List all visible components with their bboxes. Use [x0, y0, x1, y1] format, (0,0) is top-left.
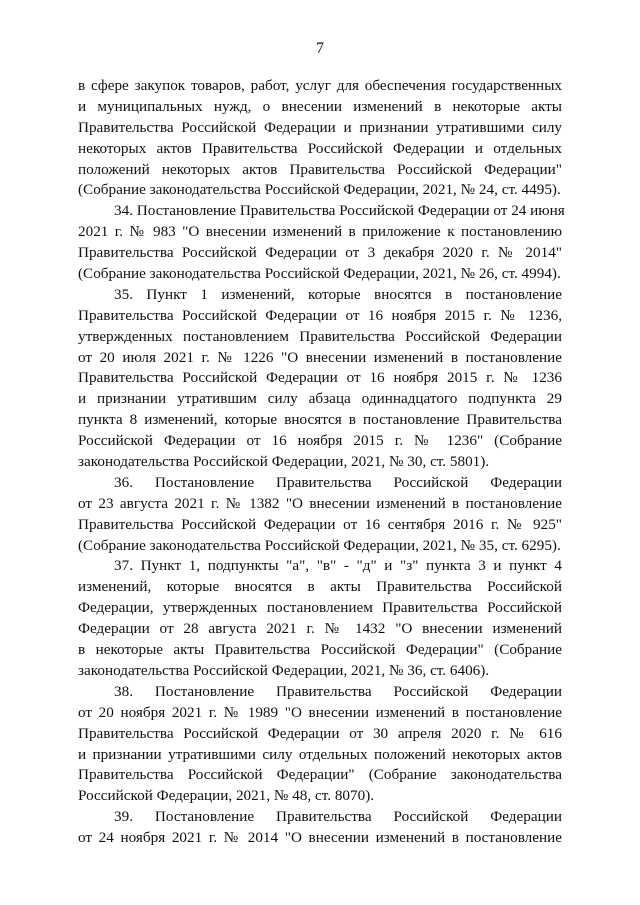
text-line: 37. Пункт 1, подпункты "а", "в" - "д" и "з" пункта 3 и пункт 4: [114, 557, 562, 575]
text-line: Правительства Российской Федерации от 16 ноября 2015 г. № 1236: [78, 369, 562, 387]
paragraph-p39: [78, 807, 562, 849]
text-line: Российской Федерации, 2021, № 48, ст. 8070).: [78, 787, 375, 805]
text-line: в сфере закупок товаров, работ, услуг для обеспечения государственных: [78, 77, 562, 94]
text-line: от 24 ноября 2021 г. № 2014 "О внесении изменений в постановление: [78, 829, 562, 847]
text-line: (Собрание законодательства Российской Федерации, 2021, № 24, ст. 4495).: [78, 181, 561, 199]
text-line: от 20 ноября 2021 г. № 1989 "О внесении изменений в постановление: [78, 703, 562, 721]
text-line: 36. Постановление Правительства Российской Федерации: [114, 473, 562, 491]
text-line: и муниципальных нужд, о внесении изменений в некоторые акты: [78, 97, 562, 115]
text-line: 35. Пункт 1 изменений, которые вносятся в постановление: [114, 285, 562, 303]
text-line: пункта 8 изменений, которые вносятся в постановление Правительства: [78, 411, 562, 429]
text-line: положений некоторых актов Правительства Российской Федерации": [78, 160, 562, 178]
document-body: [78, 76, 565, 849]
text-line: законодательства Российской Федерации, 2021, № 36, ст. 6406).: [78, 661, 490, 679]
text-line: в некоторые акты Правительства Российской Федерации" (Собрание: [78, 641, 562, 659]
text-line: 2021 г. № 983 "О внесении изменений в приложение к постановлению: [78, 223, 562, 241]
paragraph-p36: [78, 473, 562, 557]
text-line: (Собрание законодательства Российской Федерации, 2021, № 35, ст. 6295).: [78, 536, 561, 554]
paragraph-p37: [78, 556, 562, 681]
text-line: некоторых актов Правительства Российской Федерации и отдельных: [78, 139, 562, 157]
text-line: и признании утратившим силу абзаца одиннадцатого подпункта 29: [78, 390, 562, 408]
text-line: законодательства Российской Федерации, 2021, № 30, ст. 5801).: [78, 453, 490, 471]
text-line: и признании утратившими силу отдельных положений некоторых актов: [78, 745, 562, 763]
paragraph-p38: [78, 682, 562, 807]
text-line: Правительства Российской Федерации" (Собрание законодательства: [78, 766, 562, 784]
text-line: изменений, которые вносятся в акты Правительства Российской: [78, 578, 562, 596]
text-line: Правительства Российской Федерации от 3 декабря 2020 г. № 2014": [78, 244, 562, 262]
text-line: 38. Постановление Правительства Российской Федерации: [114, 682, 562, 700]
text-line: 39. Постановление Правительства Российской Федерации: [114, 808, 562, 826]
page-number: 7: [316, 40, 324, 57]
paragraph-p34: [78, 201, 565, 285]
text-line: 34. Постановление Правительства Российской Федерации от 24 июня: [114, 202, 565, 220]
paragraph-cont: [78, 76, 562, 201]
text-line: от 23 августа 2021 г. № 1382 "О внесении изменений в постановление: [78, 494, 562, 512]
text-line: Правительства Российской Федерации от 16 ноября 2015 г. № 1236,: [78, 306, 562, 324]
text-line: Правительства Российской Федерации и признании утратившими силу: [78, 118, 562, 136]
paragraph-p35: [78, 285, 562, 473]
text-line: Федерации, утвержденных постановлением Правительства Российской: [78, 599, 562, 617]
text-line: Федерации от 28 августа 2021 г. № 1432 "О внесении изменений: [78, 620, 562, 638]
text-line: от 20 июля 2021 г. № 1226 "О внесении изменений в постановление: [78, 348, 562, 366]
text-line: Российской Федерации от 16 ноября 2015 г. № 1236" (Собрание: [78, 432, 562, 450]
text-line: утвержденных постановлением Правительства Российской Федерации: [78, 327, 562, 345]
text-line: Правительства Российской Федерации от 30 апреля 2020 г. № 616: [78, 724, 562, 742]
text-line: (Собрание законодательства Российской Федерации, 2021, № 26, ст. 4994).: [78, 265, 561, 283]
text-line: Правительства Российской Федерации от 16 сентября 2016 г. № 925": [78, 515, 562, 533]
